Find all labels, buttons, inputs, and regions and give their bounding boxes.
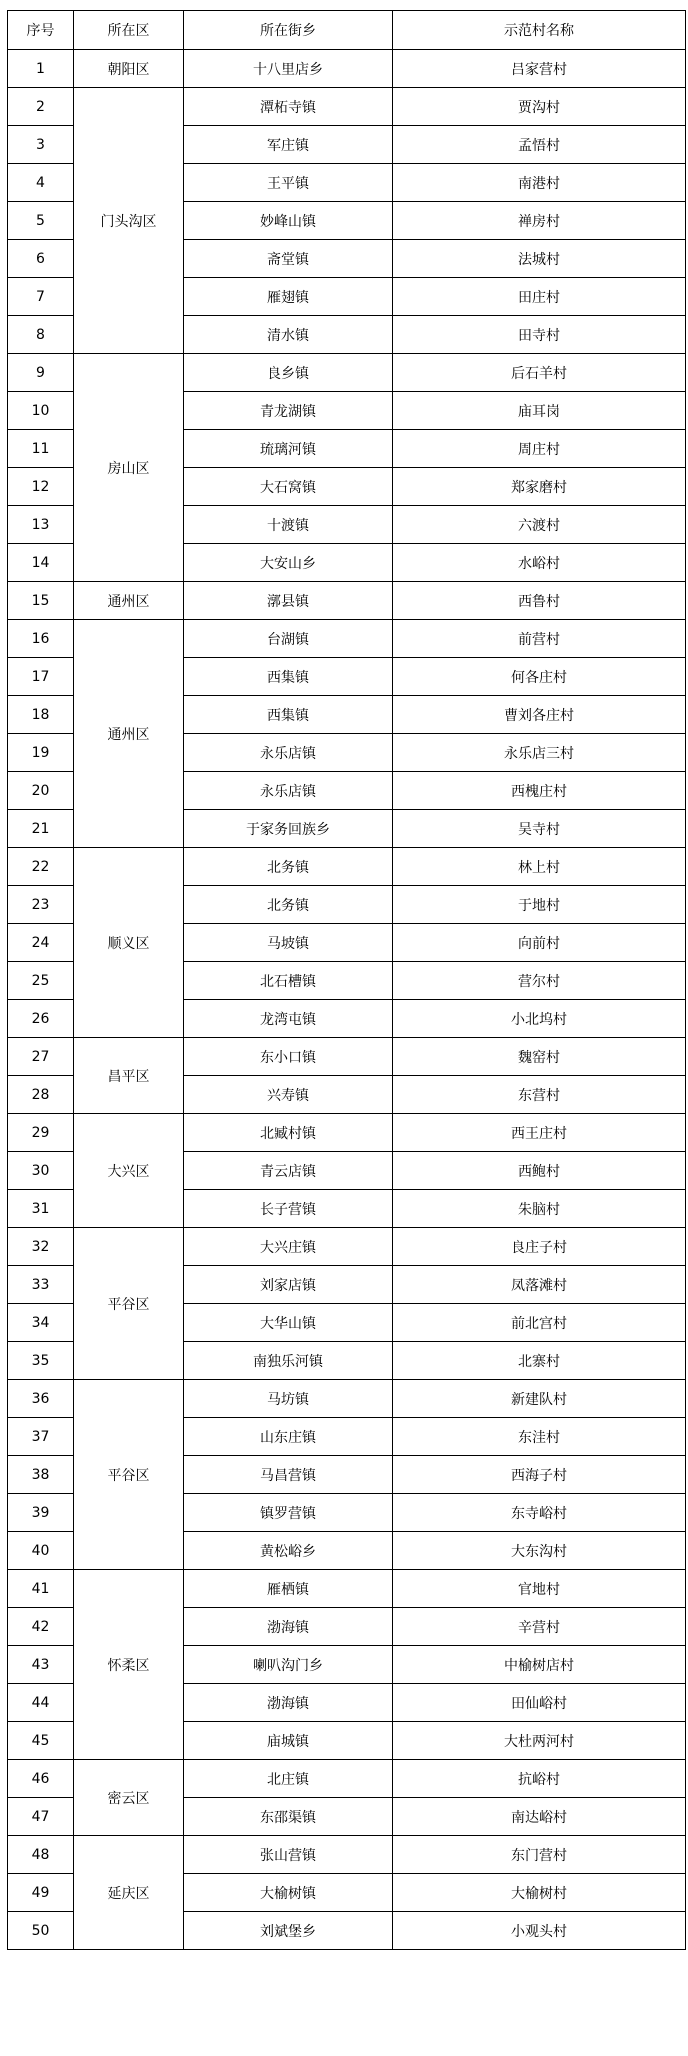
township-cell: 于家务回族乡 — [184, 810, 393, 848]
table-row — [8, 1114, 686, 1152]
township-cell: 镇罗营镇 — [184, 1494, 393, 1532]
township-cell: 山东庄镇 — [184, 1418, 393, 1456]
village-cell: 官地村 — [393, 1570, 686, 1608]
village-cell: 西鲁村 — [393, 582, 686, 620]
township-cell: 渤海镇 — [184, 1684, 393, 1722]
row-index: 34 — [8, 1304, 74, 1342]
township-cell: 马坊镇 — [184, 1380, 393, 1418]
row-index: 15 — [8, 582, 74, 620]
township-cell: 永乐店镇 — [184, 734, 393, 772]
village-cell: 前营村 — [393, 620, 686, 658]
village-cell: 中榆树店村 — [393, 1646, 686, 1684]
row-index: 36 — [8, 1380, 74, 1418]
row-index: 10 — [8, 392, 74, 430]
township-cell: 北庄镇 — [184, 1760, 393, 1798]
row-index: 31 — [8, 1190, 74, 1228]
village-cell: 北寨村 — [393, 1342, 686, 1380]
row-index: 50 — [8, 1912, 74, 1950]
row-index: 18 — [8, 696, 74, 734]
village-cell: 朱脑村 — [393, 1190, 686, 1228]
row-index: 28 — [8, 1076, 74, 1114]
township-cell: 刘斌堡乡 — [184, 1912, 393, 1950]
township-cell: 大石窝镇 — [184, 468, 393, 506]
village-cell: 周庄村 — [393, 430, 686, 468]
row-index: 23 — [8, 886, 74, 924]
village-cell: 良庄子村 — [393, 1228, 686, 1266]
township-cell: 漷县镇 — [184, 582, 393, 620]
row-index: 32 — [8, 1228, 74, 1266]
district-cell: 延庆区 — [74, 1836, 184, 1950]
demonstration-village-table — [7, 10, 686, 1950]
township-cell: 斋堂镇 — [184, 240, 393, 278]
village-cell: 六渡村 — [393, 506, 686, 544]
township-cell: 北务镇 — [184, 886, 393, 924]
row-index: 47 — [8, 1798, 74, 1836]
township-cell: 妙峰山镇 — [184, 202, 393, 240]
row-index: 29 — [8, 1114, 74, 1152]
district-cell: 顺义区 — [74, 848, 184, 1038]
row-index: 2 — [8, 88, 74, 126]
township-cell: 军庄镇 — [184, 126, 393, 164]
village-cell: 孟悟村 — [393, 126, 686, 164]
row-index: 7 — [8, 278, 74, 316]
district-cell: 怀柔区 — [74, 1570, 184, 1760]
table-row — [8, 354, 686, 392]
village-cell: 新建队村 — [393, 1380, 686, 1418]
row-index: 48 — [8, 1836, 74, 1874]
village-cell: 西海子村 — [393, 1456, 686, 1494]
township-cell: 庙城镇 — [184, 1722, 393, 1760]
township-cell: 王平镇 — [184, 164, 393, 202]
village-cell: 西王庄村 — [393, 1114, 686, 1152]
township-cell: 东小口镇 — [184, 1038, 393, 1076]
village-cell: 田寺村 — [393, 316, 686, 354]
table-row — [8, 1038, 686, 1076]
township-cell: 东邵渠镇 — [184, 1798, 393, 1836]
row-index: 16 — [8, 620, 74, 658]
township-cell: 龙湾屯镇 — [184, 1000, 393, 1038]
township-cell: 琉璃河镇 — [184, 430, 393, 468]
township-cell: 北务镇 — [184, 848, 393, 886]
row-index: 24 — [8, 924, 74, 962]
row-index: 30 — [8, 1152, 74, 1190]
table-row — [8, 1570, 686, 1608]
village-cell: 吕家营村 — [393, 50, 686, 88]
header-village: 示范村名称 — [393, 11, 686, 50]
village-cell: 永乐店三村 — [393, 734, 686, 772]
village-cell: 于地村 — [393, 886, 686, 924]
row-index: 17 — [8, 658, 74, 696]
township-cell: 清水镇 — [184, 316, 393, 354]
township-cell: 马坡镇 — [184, 924, 393, 962]
row-index: 14 — [8, 544, 74, 582]
village-cell: 东门营村 — [393, 1836, 686, 1874]
row-index: 25 — [8, 962, 74, 1000]
row-index: 40 — [8, 1532, 74, 1570]
table-row — [8, 50, 686, 88]
village-cell: 凤落滩村 — [393, 1266, 686, 1304]
township-cell: 雁栖镇 — [184, 1570, 393, 1608]
table-row — [8, 1228, 686, 1266]
township-cell: 刘家店镇 — [184, 1266, 393, 1304]
township-cell: 西集镇 — [184, 696, 393, 734]
township-cell: 十渡镇 — [184, 506, 393, 544]
row-index: 43 — [8, 1646, 74, 1684]
village-cell: 小观头村 — [393, 1912, 686, 1950]
village-cell: 营尔村 — [393, 962, 686, 1000]
row-index: 37 — [8, 1418, 74, 1456]
district-cell: 密云区 — [74, 1760, 184, 1836]
township-cell: 良乡镇 — [184, 354, 393, 392]
village-cell: 东洼村 — [393, 1418, 686, 1456]
township-cell: 大华山镇 — [184, 1304, 393, 1342]
row-index: 35 — [8, 1342, 74, 1380]
row-index: 22 — [8, 848, 74, 886]
village-cell: 向前村 — [393, 924, 686, 962]
village-cell: 田庄村 — [393, 278, 686, 316]
township-cell: 潭柘寺镇 — [184, 88, 393, 126]
village-cell: 郑家磨村 — [393, 468, 686, 506]
village-cell: 大榆树村 — [393, 1874, 686, 1912]
village-cell: 后石羊村 — [393, 354, 686, 392]
township-cell: 台湖镇 — [184, 620, 393, 658]
township-cell: 大兴庄镇 — [184, 1228, 393, 1266]
row-index: 21 — [8, 810, 74, 848]
village-cell: 南港村 — [393, 164, 686, 202]
row-index: 6 — [8, 240, 74, 278]
village-cell: 西鲍村 — [393, 1152, 686, 1190]
district-cell: 通州区 — [74, 620, 184, 848]
township-cell: 大安山乡 — [184, 544, 393, 582]
district-cell: 朝阳区 — [74, 50, 184, 88]
village-cell: 水峪村 — [393, 544, 686, 582]
township-cell: 南独乐河镇 — [184, 1342, 393, 1380]
row-index: 26 — [8, 1000, 74, 1038]
row-index: 39 — [8, 1494, 74, 1532]
village-cell: 禅房村 — [393, 202, 686, 240]
township-cell: 永乐店镇 — [184, 772, 393, 810]
row-index: 1 — [8, 50, 74, 88]
district-cell: 昌平区 — [74, 1038, 184, 1114]
row-index: 13 — [8, 506, 74, 544]
township-cell: 青云店镇 — [184, 1152, 393, 1190]
table-row — [8, 1380, 686, 1418]
township-cell: 渤海镇 — [184, 1608, 393, 1646]
village-cell: 贾沟村 — [393, 88, 686, 126]
row-index: 20 — [8, 772, 74, 810]
village-cell: 南达峪村 — [393, 1798, 686, 1836]
township-cell: 大榆树镇 — [184, 1874, 393, 1912]
header-district: 所在区 — [74, 11, 184, 50]
township-cell: 喇叭沟门乡 — [184, 1646, 393, 1684]
village-cell: 大杜两河村 — [393, 1722, 686, 1760]
township-cell: 青龙湖镇 — [184, 392, 393, 430]
district-cell: 通州区 — [74, 582, 184, 620]
row-index: 4 — [8, 164, 74, 202]
table-row — [8, 582, 686, 620]
table-row — [8, 620, 686, 658]
village-cell: 吴寺村 — [393, 810, 686, 848]
row-index: 42 — [8, 1608, 74, 1646]
township-cell: 十八里店乡 — [184, 50, 393, 88]
township-cell: 北石槽镇 — [184, 962, 393, 1000]
row-index: 9 — [8, 354, 74, 392]
row-index: 38 — [8, 1456, 74, 1494]
row-index: 44 — [8, 1684, 74, 1722]
village-cell: 何各庄村 — [393, 658, 686, 696]
village-cell: 曹刘各庄村 — [393, 696, 686, 734]
row-index: 19 — [8, 734, 74, 772]
township-cell: 马昌营镇 — [184, 1456, 393, 1494]
village-cell: 林上村 — [393, 848, 686, 886]
township-cell: 长子营镇 — [184, 1190, 393, 1228]
village-cell: 魏窑村 — [393, 1038, 686, 1076]
row-index: 45 — [8, 1722, 74, 1760]
district-cell: 平谷区 — [74, 1380, 184, 1570]
township-cell: 兴寿镇 — [184, 1076, 393, 1114]
township-cell: 张山营镇 — [184, 1836, 393, 1874]
row-index: 11 — [8, 430, 74, 468]
township-cell: 西集镇 — [184, 658, 393, 696]
village-cell: 庙耳岗 — [393, 392, 686, 430]
township-cell: 黄松峪乡 — [184, 1532, 393, 1570]
row-index: 12 — [8, 468, 74, 506]
village-cell: 抗峪村 — [393, 1760, 686, 1798]
header-index: 序号 — [8, 11, 74, 50]
row-index: 41 — [8, 1570, 74, 1608]
village-cell: 辛营村 — [393, 1608, 686, 1646]
row-index: 27 — [8, 1038, 74, 1076]
district-cell: 平谷区 — [74, 1228, 184, 1380]
table-row — [8, 848, 686, 886]
village-cell: 东营村 — [393, 1076, 686, 1114]
village-cell: 东寺峪村 — [393, 1494, 686, 1532]
village-cell: 西槐庄村 — [393, 772, 686, 810]
row-index: 3 — [8, 126, 74, 164]
row-index: 8 — [8, 316, 74, 354]
village-cell: 小北坞村 — [393, 1000, 686, 1038]
village-cell: 前北宫村 — [393, 1304, 686, 1342]
header-township: 所在街乡 — [184, 11, 393, 50]
village-cell: 田仙峪村 — [393, 1684, 686, 1722]
district-cell: 大兴区 — [74, 1114, 184, 1228]
table-row — [8, 88, 686, 126]
township-cell: 雁翅镇 — [184, 278, 393, 316]
row-index: 49 — [8, 1874, 74, 1912]
district-cell: 房山区 — [74, 354, 184, 582]
table-header-row — [8, 11, 686, 50]
table-row — [8, 1836, 686, 1874]
village-cell: 法城村 — [393, 240, 686, 278]
row-index: 46 — [8, 1760, 74, 1798]
village-cell: 大东沟村 — [393, 1532, 686, 1570]
township-cell: 北臧村镇 — [184, 1114, 393, 1152]
district-cell: 门头沟区 — [74, 88, 184, 354]
table-body — [8, 50, 686, 1950]
row-index: 5 — [8, 202, 74, 240]
table-row — [8, 1760, 686, 1798]
row-index: 33 — [8, 1266, 74, 1304]
